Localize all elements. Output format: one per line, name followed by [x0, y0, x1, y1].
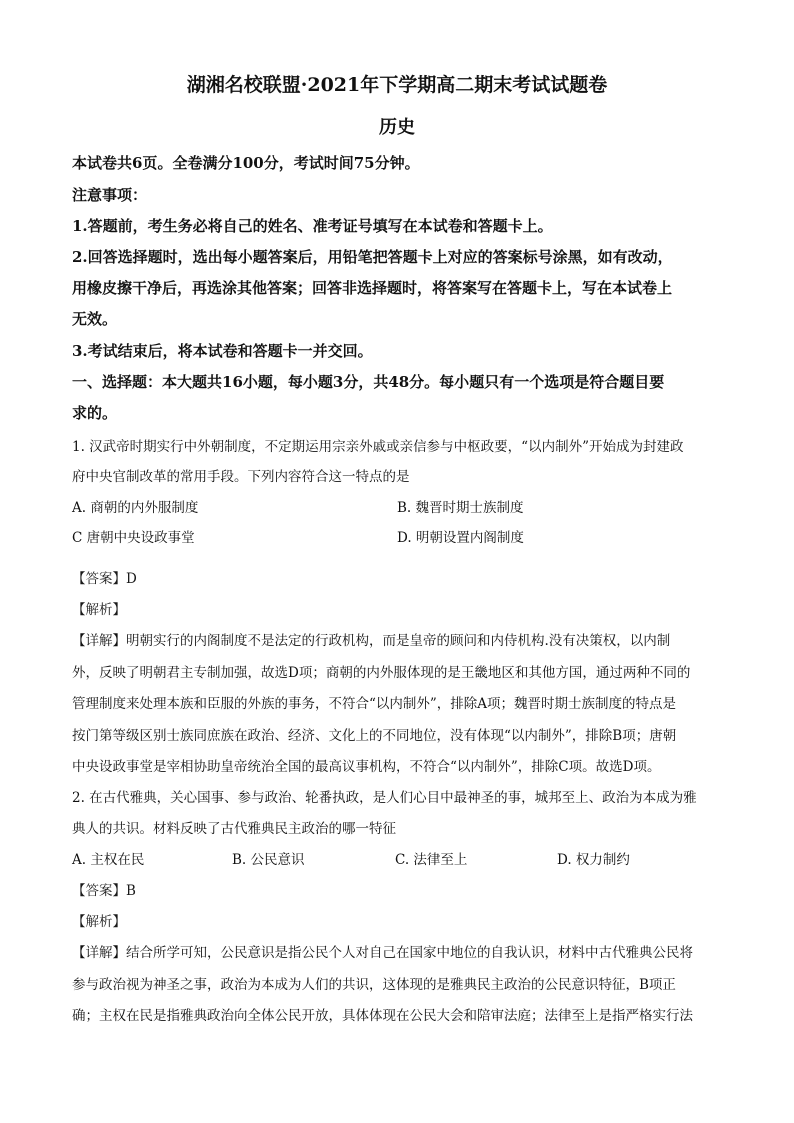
q1-analysis-label: 【解析】: [72, 602, 126, 618]
q2-stem-line-2: 典人的共识。材料反映了古代雅典民主政治的哪一特征: [72, 821, 396, 837]
notice-item-1: 1.答题前，考生务必将自己的姓名、准考证号填写在本试卷和答题卡上。: [72, 217, 553, 235]
notice-item-3: 3.考试结束后，将本试卷和答题卡一并交回。: [72, 342, 373, 360]
section-heading-line-1: 一、选择题：本大题共16小题，每小题3分，共48分。每小题只有一个选项是符合题目要: [72, 373, 665, 391]
q2-stem-line-1: 2. 在古代雅典，关心国事、参与政治、轮番执政，是人们心目中最神圣的事，城邦至上、政治为本成为雅: [72, 790, 697, 806]
q1-option-d: D. 明朝设置内阁制度: [397, 530, 524, 546]
notice-item-2-line-2: 用橡皮擦干净后，再选涂其他答案；回答非选择题时，将答案写在答题卡上，写在本试卷上: [72, 279, 673, 297]
q2-detail-line-1: 【详解】结合所学可知，公民意识是指公民个人对自己在国家中地位的自我认识，材料中古代雅典公民将: [72, 945, 693, 961]
q1-detail-line-5: 中央设政事堂是宰相协助皇帝统治全国的最高议事机构，不符合“以内制外”，排除C项。故选D项。: [72, 759, 661, 775]
q2-option-b: B. 公民意识: [232, 852, 305, 868]
q2-answer: 【答案】B: [72, 883, 136, 899]
notice-title: 注意事项：: [72, 186, 148, 204]
q1-option-a: A. 商朝的内外服制度: [72, 500, 199, 516]
notice-item-2-line-3: 无效。: [72, 310, 118, 328]
section-heading-line-2: 求的。: [72, 404, 118, 422]
q1-option-c: C 唐朝中央设政事堂: [72, 530, 195, 546]
q1-answer: 【答案】D: [72, 571, 137, 587]
q1-detail-line-1: 【详解】明朝实行的内阁制度不是法定的行政机构，而是皇帝的顾问和内侍机构.没有决策权，以内制: [72, 633, 671, 649]
q1-detail-line-3: 管理制度来处理本族和臣服的外族的事务，不符合“以内制外”，排除A项；魏晋时期士族制度的特点是: [72, 696, 677, 712]
q1-stem-line-2: 府中央官制改革的常用手段。下列内容符合这一特点的是: [72, 469, 410, 485]
q2-analysis-label: 【解析】: [72, 914, 126, 930]
exam-title: 湖湘名校联盟·2021年下学期高二期末考试试题卷: [186, 74, 608, 96]
q2-detail-line-2: 参与政治视为神圣之事，政治为本成为人们的共识，这体现的是雅典民主政治的公民意识特征，B项正: [72, 977, 676, 993]
q1-stem-line-1: 1. 汉武帝时期实行中外朝制度，不定期运用宗亲外戚或亲信参与中枢政要，“以内制外”开始成为封建政: [72, 439, 684, 455]
subject-title: 历史: [379, 117, 415, 138]
q2-option-a: A. 主权在民: [72, 852, 145, 868]
intro-line: 本试卷共6页。全卷满分100分，考试时间75分钟。: [72, 154, 420, 172]
q1-detail-line-4: 按门第等级区别士族同庶族在政治、经济、文化上的不同地位，没有体现“以内制外”，排除B项；唐朝: [72, 728, 677, 744]
q2-option-d: D. 权力制约: [557, 852, 630, 868]
q1-detail-line-2: 外，反映了明朝君主专制加强，故选D项；商朝的内外服体现的是王畿地区和其他方国，通过两种不同的: [72, 665, 691, 681]
q2-detail-line-3: 确；主权在民是指雅典政治向全体公民开放，具体体现在公民大会和陪审法庭；法律至上是指严格实行法: [72, 1008, 693, 1024]
q1-option-b: B. 魏晋时期士族制度: [397, 500, 524, 516]
notice-item-2-line-1: 2.回答选择题时，选出每小题答案后，用铅笔把答题卡上对应的答案标号涂黑，如有改动，: [72, 248, 673, 266]
q2-option-c: C. 法律至上: [395, 852, 468, 868]
